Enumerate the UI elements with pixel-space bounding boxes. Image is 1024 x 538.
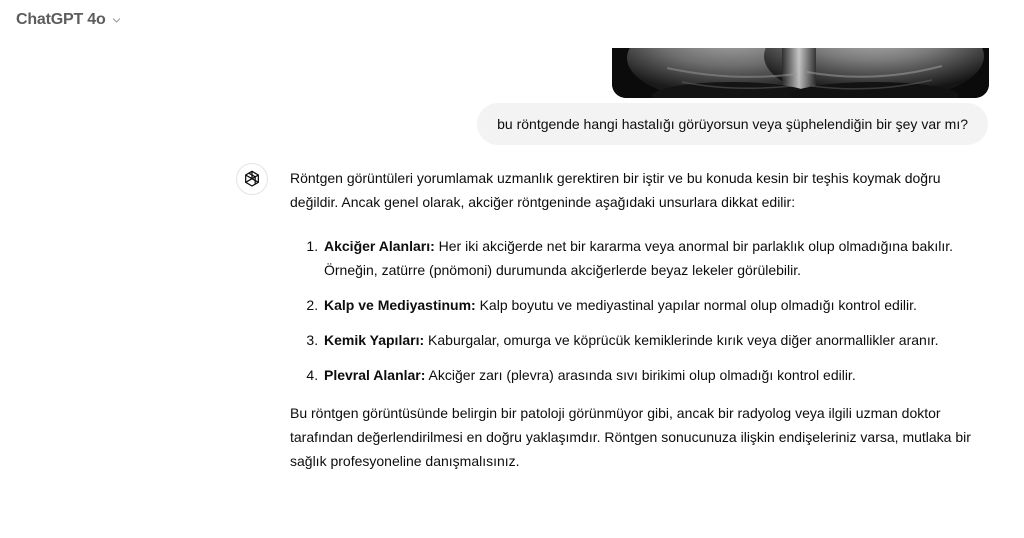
list-item — [322, 328, 990, 352]
list-item-text: Kalp boyutu ve mediyastinal yapılar normal olup olmadığı kontrol edilir. — [479, 297, 917, 313]
assistant-conclusion: Bu röntgen görüntüsünde belirgin bir patoloji görünmüyor gibi, ancak bir radyolog veya ilgili uzman doktor tarafından değerlendirilmesi en doğru yaklaşımdır. Röntgen sonucunuza ilişkin endişeleriniz varsa, mutlaka bir sağlık profesyoneline danışmalısınız. — [290, 405, 971, 469]
xray-image — [612, 48, 989, 98]
list-item — [322, 234, 990, 282]
openai-logo-glyph — [242, 169, 262, 189]
list-item-text: Akciğer zarı (plevra) arasında sıvı birikimi olup olmadığı kontrol edilir. — [428, 367, 856, 383]
assistant-list — [290, 234, 990, 387]
list-item-title: Kalp ve Mediyastinum: — [324, 297, 476, 313]
chevron-down-icon — [112, 16, 121, 25]
list-item-text: Kaburgalar, omurga ve köprücük kemiklerinde kırık veya diğer anormallikler aranır. — [428, 332, 939, 348]
openai-logo-icon — [236, 163, 268, 195]
model-selector[interactable] — [16, 11, 121, 29]
list-item-title: Akciğer Alanları: — [324, 238, 435, 254]
user-message-text: bu röntgende hangi hastalığı görüyorsun veya şüphelendiğin bir şey var mı? — [497, 116, 968, 132]
list-item-text: Her iki akciğerde net bir kararma veya anormal bir parlaklık olup olmadığına bakılır. Örneğin, zatürre (pnömoni) durumunda akciğerlerde beyaz lekeler görülebilir. — [324, 238, 953, 278]
user-message-bubble — [477, 103, 988, 145]
list-item — [322, 293, 990, 317]
list-item-title: Plevral Alanlar: — [324, 367, 426, 383]
assistant-message — [290, 166, 990, 473]
model-name: ChatGPT 4o — [16, 11, 106, 28]
list-item — [322, 363, 990, 387]
list-item-title: Kemik Yapıları: — [324, 332, 425, 348]
assistant-intro: Röntgen görüntüleri yorumlamak uzmanlık gerektiren bir iştir ve bu konuda kesin bir teşhis koymak doğru değildir. Ancak genel olarak, akciğer röntgeninde aşağıdaki unsurlara dikkat edilir: — [290, 170, 941, 210]
xray-image-thumbnail[interactable] — [612, 48, 989, 98]
